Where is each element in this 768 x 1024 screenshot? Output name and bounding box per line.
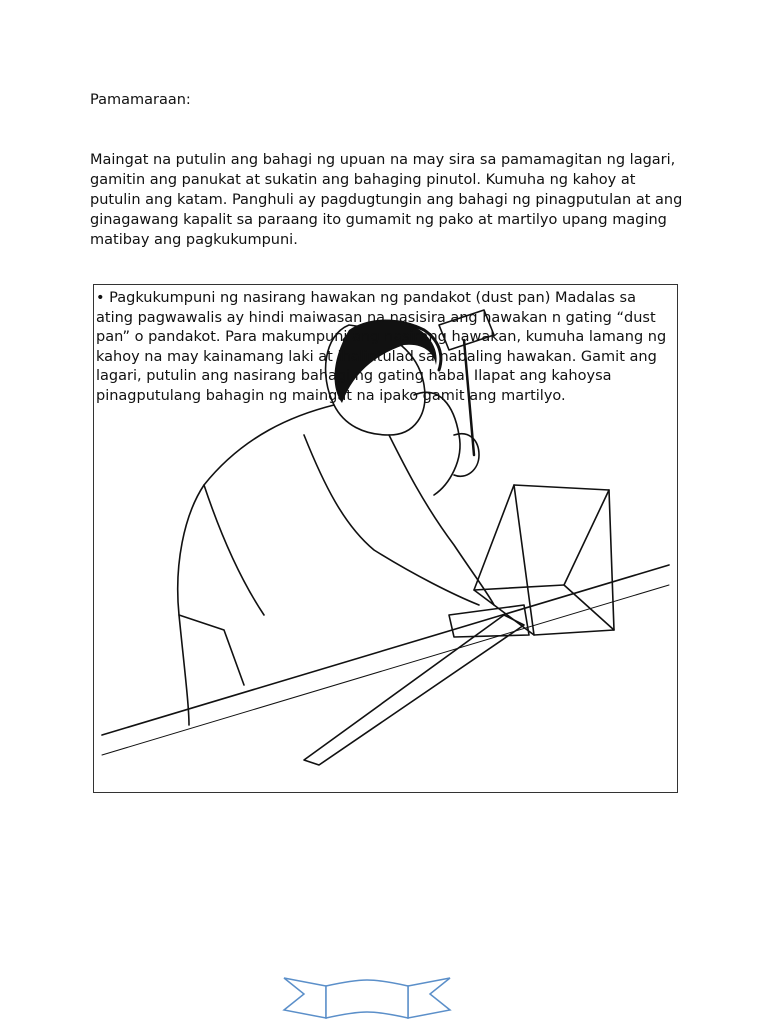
figure-caption: • Pagkukumpuni ng nasirang hawakan ng pandakot (dust pan) Madalas sa ating pagwawalis ay hindi maiwasan na nasisira ang hawakan n gating “dust pan” o pandakot. Para makumpuni ang nasirang hawakan, kumuha lamang ng kahoy na may kainamang laki at ihalintulad sa nabaling hawakan. Gamit ang lagari, putulin ang nasirang bahagi ng gating haba. Ilapat ang kahoysa pinagputulang bahagin ng maingat na ipako gamit ang martilyo.: [96, 290, 667, 404]
ribbon-label: [326, 994, 406, 1020]
section-heading: Pamamaraan:: [90, 92, 191, 108]
illustration-box: [93, 284, 678, 793]
instructions-paragraph: Maingat na putulin ang bahagi ng upuan na may sira sa pamamagitan ng lagari, gamitin ang panukat at sukatin ang bahaging pinutol. Kumuha ng kahoy at putulin ang katam. Panghuli ay pagdugtungin ang bahagi ng pinagputulan at ang ginagawang kapalit sa paraang ito gumamit ng pako at martilyo upang maging matibay ang pagkukumpuni.: [90, 152, 683, 248]
